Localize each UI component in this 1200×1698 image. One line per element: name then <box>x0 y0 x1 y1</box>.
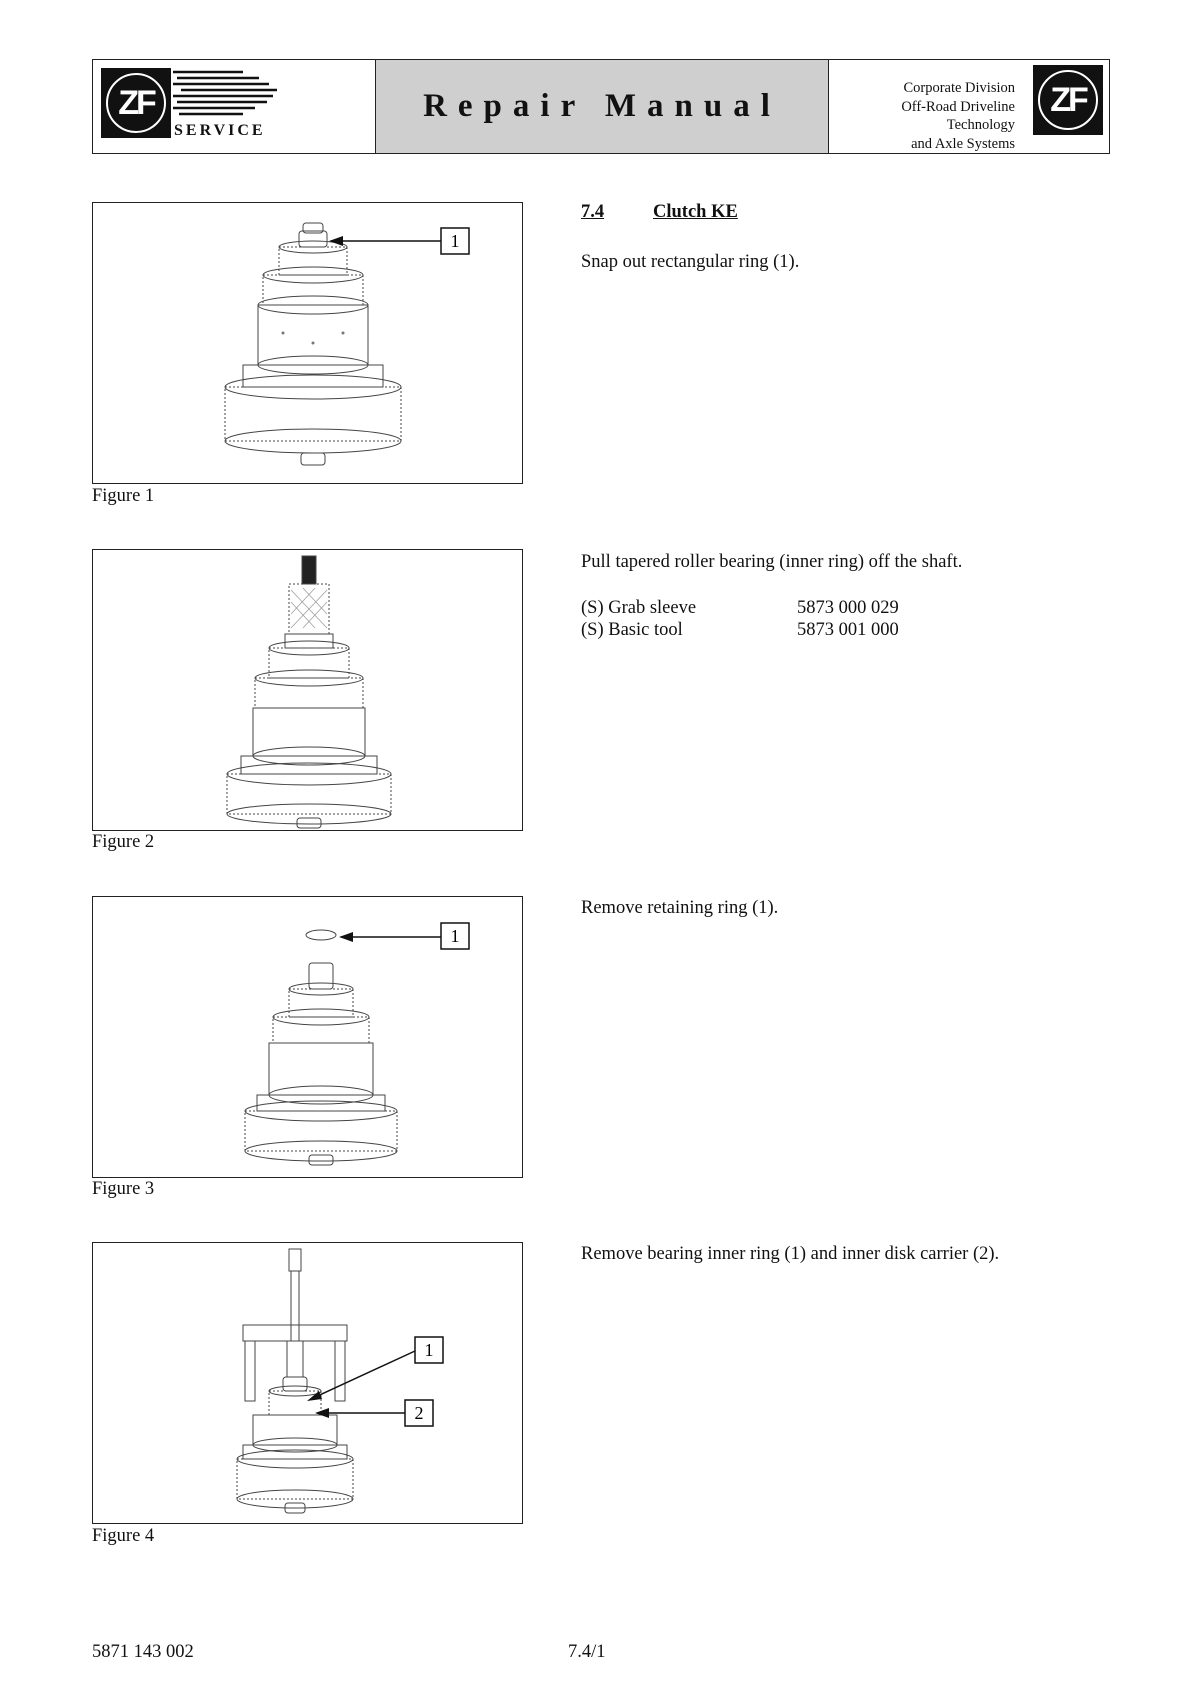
puller-disk-carrier-illustration <box>93 1243 524 1525</box>
tool-name: (S) Basic tool <box>581 620 683 640</box>
page-title: Repair Manual <box>423 88 781 124</box>
tool-row <box>581 597 899 619</box>
callout-number: 1 <box>450 926 460 946</box>
page-number: 7.4/1 <box>568 1642 606 1662</box>
step-3-text: Remove retaining ring (1). <box>581 898 779 918</box>
clutch-assembly-illustration <box>93 203 524 485</box>
section-number: 7.4 <box>581 202 605 222</box>
zf-service-logo <box>93 60 376 153</box>
callout-number: 1 <box>450 231 460 251</box>
figure-2-caption: Figure 2 <box>92 832 155 852</box>
figure-1 <box>92 202 523 484</box>
figure-2 <box>92 549 523 831</box>
section-title: Clutch KE <box>653 202 738 222</box>
step-1-text: Snap out rectangular ring (1). <box>581 252 800 272</box>
document-number: 5871 143 002 <box>92 1642 194 1662</box>
figure-3-caption: Figure 3 <box>92 1179 155 1199</box>
callout-number: 2 <box>414 1403 424 1423</box>
tool-row <box>581 619 899 641</box>
corporate-block <box>829 60 1109 153</box>
tool-list <box>581 597 899 641</box>
figure-4-caption: Figure 4 <box>92 1526 155 1546</box>
corporate-division-text: Corporate Division Off-Road Driveline Technology and Axle Systems <box>901 80 1015 152</box>
header-title-box <box>376 60 829 153</box>
step-4-text: Remove bearing inner ring (1) and inner disk carrier (2). <box>581 1244 1000 1264</box>
bearing-puller-illustration <box>93 550 524 832</box>
zf-logo-icon: ZF <box>101 68 171 138</box>
page-header <box>92 59 1110 154</box>
speed-lines-icon <box>173 69 277 119</box>
service-label: SERVICE <box>174 122 266 139</box>
step-2-text: Pull tapered roller bearing (inner ring) off the shaft. <box>581 552 963 572</box>
callout-number: 1 <box>424 1340 434 1360</box>
tool-name: (S) Grab sleeve <box>581 598 697 618</box>
figure-4 <box>92 1242 523 1524</box>
figure-3 <box>92 896 523 1178</box>
figure-1-caption: Figure 1 <box>92 486 155 506</box>
zf-logo-right-icon: ZF <box>1033 65 1103 135</box>
tool-number: 5873 001 000 <box>797 620 899 640</box>
retaining-ring-illustration <box>93 897 524 1179</box>
tool-number: 5873 000 029 <box>797 598 899 618</box>
section-heading <box>581 202 738 223</box>
